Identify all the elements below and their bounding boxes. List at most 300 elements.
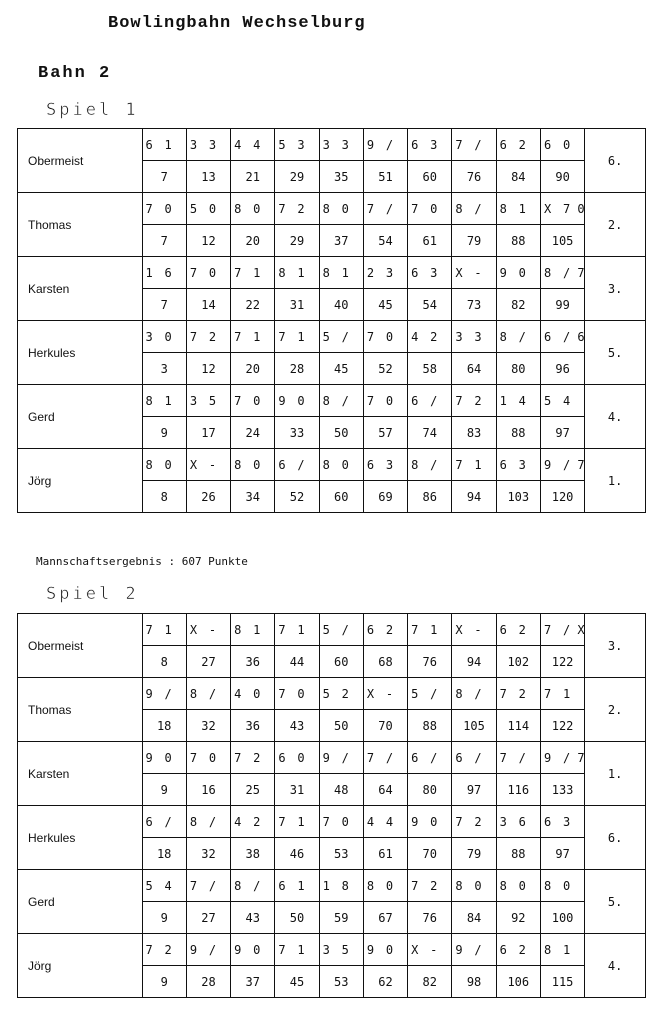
first-ball: 7 [499, 686, 507, 701]
second-ball: 0 [297, 393, 305, 408]
frame-total: 67 [363, 902, 407, 934]
first-ball: 6 [543, 137, 552, 152]
player-row [18, 614, 646, 646]
frame-balls [452, 614, 496, 646]
second-ball: 0 [253, 686, 261, 701]
second-ball: 3 [385, 265, 394, 280]
frame-total: 76 [408, 902, 452, 934]
player-place: 1. [585, 742, 646, 806]
first-ball: 6 [455, 750, 463, 765]
second-ball: / [341, 393, 349, 408]
frame-total: 73 [452, 289, 496, 321]
player-row [18, 257, 646, 289]
first-ball: 6 [543, 329, 552, 344]
first-ball: 7 [411, 878, 419, 893]
player-name: Jörg [18, 449, 143, 513]
frame-total: 79 [452, 225, 496, 257]
frame-total: 115 [540, 966, 584, 998]
frame-total: 122 [540, 646, 584, 678]
first-ball: 9 [234, 942, 242, 957]
second-ball: - [474, 622, 482, 637]
frame-balls [496, 678, 540, 710]
frame-balls [408, 742, 452, 774]
player-place: 4. [585, 385, 646, 449]
second-ball: 0 [385, 393, 394, 408]
first-ball: 7 [189, 329, 198, 344]
second-ball: 7 0 [562, 201, 585, 216]
frame-balls [363, 934, 407, 966]
frame-total: 114 [496, 710, 540, 742]
frame-balls [363, 385, 407, 417]
second-ball: / [474, 137, 482, 152]
player-row [18, 193, 646, 225]
second-ball: 2 [385, 622, 394, 637]
frame-balls [408, 806, 452, 838]
first-ball: 7 [189, 265, 198, 280]
second-ball: / [430, 457, 438, 472]
second-ball: / [430, 393, 438, 408]
frame-total: 106 [496, 966, 540, 998]
frame-total: 120 [540, 481, 584, 513]
frame-total: 29 [275, 161, 319, 193]
frame-balls [363, 257, 407, 289]
frame-balls [408, 129, 452, 161]
frame-total: 37 [319, 225, 363, 257]
frame-balls [142, 870, 186, 902]
second-ball: 1 [297, 942, 305, 957]
second-ball: / [164, 686, 172, 701]
frame-total: 105 [452, 710, 496, 742]
frame-total: 60 [408, 161, 452, 193]
frame-total: 94 [452, 481, 496, 513]
frame-balls [231, 321, 275, 353]
second-ball: / [430, 750, 438, 765]
frame-balls [275, 385, 319, 417]
second-ball: 0 [253, 201, 261, 216]
frame-total: 97 [540, 838, 584, 870]
first-ball: 5 [322, 622, 330, 637]
first-ball: 7 [455, 814, 463, 829]
first-ball: 7 [322, 814, 330, 829]
second-ball: / [474, 942, 482, 957]
player-place: 6. [585, 806, 646, 870]
second-ball: 0 [164, 457, 172, 472]
second-ball: 0 [253, 393, 261, 408]
frame-total: 61 [363, 838, 407, 870]
frame-balls [142, 678, 186, 710]
first-ball: 1 [499, 393, 507, 408]
first-ball: 7 [411, 622, 419, 637]
frame-balls [540, 806, 584, 838]
frame-balls [452, 742, 496, 774]
frame-balls [540, 742, 584, 774]
second-ball: 1 [430, 622, 438, 637]
second-ball: / [297, 457, 305, 472]
second-ball: / [208, 878, 217, 893]
frame-balls [319, 678, 363, 710]
first-ball: 3 [322, 942, 330, 957]
frame-balls [142, 321, 186, 353]
second-ball: / [518, 750, 526, 765]
frame-balls [452, 870, 496, 902]
second-ball: 4 [253, 137, 261, 152]
second-ball: 2 [430, 878, 438, 893]
frame-balls [408, 321, 452, 353]
first-ball: 5 [278, 137, 286, 152]
frame-balls [186, 449, 230, 481]
frame-total: 70 [408, 838, 452, 870]
second-ball: - [385, 686, 394, 701]
frame-total: 51 [363, 161, 407, 193]
frame-balls [496, 449, 540, 481]
frame-total: 82 [496, 289, 540, 321]
frame-total: 27 [186, 902, 230, 934]
first-ball: 8 [234, 878, 242, 893]
frame-balls [186, 614, 230, 646]
first-ball: 7 [366, 393, 375, 408]
first-ball: 6 [411, 393, 419, 408]
first-ball: 8 [543, 878, 552, 893]
first-ball: 7 [411, 201, 419, 216]
second-ball: 2 [430, 329, 438, 344]
first-ball: 6 [366, 457, 375, 472]
first-ball: 7 [234, 265, 242, 280]
frame-total: 76 [408, 646, 452, 678]
frame-balls [231, 129, 275, 161]
frame-total: 18 [142, 710, 186, 742]
frame-total: 13 [186, 161, 230, 193]
frame-balls [496, 742, 540, 774]
first-ball: 7 [234, 329, 242, 344]
frame-balls [540, 385, 584, 417]
first-ball: 8 [499, 878, 507, 893]
first-ball: 5 [411, 686, 419, 701]
second-ball: / [518, 329, 526, 344]
first-ball: 7 [145, 942, 153, 957]
second-ball: - [208, 622, 217, 637]
second-ball: 1 [164, 622, 172, 637]
first-ball: X [455, 622, 463, 637]
frame-balls [408, 193, 452, 225]
second-ball: 0 [164, 201, 172, 216]
frame-balls [231, 934, 275, 966]
frame-balls [186, 385, 230, 417]
frame-balls [496, 193, 540, 225]
first-ball: 6 [145, 137, 153, 152]
frame-total: 90 [540, 161, 584, 193]
first-ball: 6 [278, 750, 286, 765]
second-ball: / [208, 686, 217, 701]
frame-total: 97 [452, 774, 496, 806]
frame-total: 102 [496, 646, 540, 678]
second-ball: 0 [341, 457, 349, 472]
second-ball: / [474, 750, 482, 765]
first-ball: 8 [322, 457, 330, 472]
frame-balls [452, 257, 496, 289]
first-ball: 6 [499, 457, 507, 472]
frame-balls [319, 934, 363, 966]
frame-balls [408, 678, 452, 710]
second-ball: - [430, 942, 438, 957]
frame-balls [142, 193, 186, 225]
player-place: 3. [585, 257, 646, 321]
frame-balls [275, 614, 319, 646]
second-ball: 3 [430, 137, 438, 152]
second-ball: 4 [164, 878, 172, 893]
frame-total: 7 [142, 161, 186, 193]
first-ball: 9 [278, 393, 286, 408]
frame-total: 61 [408, 225, 452, 257]
first-ball: 6 [366, 622, 375, 637]
first-ball: 8 [234, 457, 242, 472]
second-ball: 2 [474, 814, 482, 829]
frame-balls [186, 257, 230, 289]
second-ball: 2 [253, 750, 261, 765]
frame-total: 84 [452, 902, 496, 934]
first-ball: 6 [411, 750, 419, 765]
frame-total: 105 [540, 225, 584, 257]
player-row [18, 806, 646, 838]
frame-balls [452, 934, 496, 966]
player-name: Thomas [18, 678, 143, 742]
second-ball: 1 [562, 942, 571, 957]
frame-balls [319, 321, 363, 353]
frame-total: 116 [496, 774, 540, 806]
second-ball: / [341, 329, 349, 344]
frame-total: 86 [408, 481, 452, 513]
frame-total: 82 [408, 966, 452, 998]
second-ball: / 6 [562, 329, 585, 344]
frame-total: 45 [319, 353, 363, 385]
second-ball: 0 [385, 878, 394, 893]
frame-balls [496, 321, 540, 353]
first-ball: 5 [322, 329, 330, 344]
frame-total: 133 [540, 774, 584, 806]
frame-total: 18 [142, 838, 186, 870]
second-ball: 3 [341, 137, 349, 152]
first-ball: 8 [543, 942, 552, 957]
frame-total: 48 [319, 774, 363, 806]
second-ball: 0 [297, 750, 305, 765]
first-ball: 6 [411, 265, 419, 280]
frame-total: 29 [275, 225, 319, 257]
player-place: 4. [585, 934, 646, 998]
frame-balls [452, 321, 496, 353]
frame-total: 54 [408, 289, 452, 321]
frame-total: 53 [319, 838, 363, 870]
frame-total: 64 [363, 774, 407, 806]
frame-total: 99 [540, 289, 584, 321]
frame-balls [319, 614, 363, 646]
first-ball: 3 [189, 393, 198, 408]
first-ball: 8 [234, 201, 242, 216]
second-ball: / 7 [562, 265, 585, 280]
second-ball: 3 [430, 265, 438, 280]
frame-total: 3 [142, 353, 186, 385]
first-ball: 5 [145, 878, 153, 893]
frame-total: 24 [231, 417, 275, 449]
frame-balls [408, 614, 452, 646]
frame-balls [408, 449, 452, 481]
second-ball: 1 [474, 457, 482, 472]
frame-total: 50 [275, 902, 319, 934]
first-ball: 8 [455, 201, 463, 216]
first-ball: 4 [366, 814, 375, 829]
frame-balls [142, 742, 186, 774]
first-ball: 4 [411, 329, 419, 344]
frame-total: 8 [142, 646, 186, 678]
frame-total: 45 [363, 289, 407, 321]
second-ball: / 7 [562, 750, 585, 765]
frame-balls [540, 257, 584, 289]
first-ball: 9 [366, 942, 375, 957]
frame-balls [540, 934, 584, 966]
first-ball: 7 [543, 622, 552, 637]
frame-total: 98 [452, 966, 496, 998]
second-ball: / [385, 750, 394, 765]
frame-total: 36 [231, 710, 275, 742]
player-name: Gerd [18, 870, 143, 934]
frame-balls [496, 934, 540, 966]
second-ball: 0 [253, 457, 261, 472]
second-ball: / [385, 201, 394, 216]
frame-balls [452, 678, 496, 710]
frame-total: 52 [363, 353, 407, 385]
frame-balls [540, 193, 584, 225]
frame-total: 28 [275, 353, 319, 385]
first-ball: 7 [145, 201, 153, 216]
frame-total: 34 [231, 481, 275, 513]
frame-total: 12 [186, 225, 230, 257]
first-ball: 8 [189, 814, 198, 829]
frame-total: 62 [363, 966, 407, 998]
first-ball: 6 [278, 457, 286, 472]
first-ball: 7 [366, 329, 375, 344]
second-ball: 2 [253, 814, 261, 829]
first-ball: 7 [278, 201, 286, 216]
frame-balls [319, 257, 363, 289]
second-ball: 0 [208, 750, 217, 765]
frame-total: 74 [408, 417, 452, 449]
second-ball: 0 [341, 201, 349, 216]
frame-total: 59 [319, 902, 363, 934]
first-ball: 6 [145, 814, 153, 829]
frame-total: 58 [408, 353, 452, 385]
game-1-title: Spiel 1 [46, 100, 139, 120]
frame-total: 84 [496, 161, 540, 193]
frame-balls [186, 321, 230, 353]
player-row [18, 870, 646, 902]
frame-total: 70 [363, 710, 407, 742]
first-ball: 3 [455, 329, 463, 344]
second-ball: 2 [518, 137, 526, 152]
team-result: Mannschaftsergebnis : 607 Punkte [36, 555, 248, 568]
frame-total: 54 [363, 225, 407, 257]
frame-total: 16 [186, 774, 230, 806]
frame-total: 46 [275, 838, 319, 870]
second-ball: / [341, 750, 349, 765]
first-ball: 8 [189, 686, 198, 701]
second-ball: 0 [297, 686, 305, 701]
frame-balls [231, 257, 275, 289]
second-ball: 4 [385, 814, 394, 829]
second-ball: 0 [341, 814, 349, 829]
player-row [18, 385, 646, 417]
frame-balls [363, 806, 407, 838]
second-ball: 0 [518, 265, 526, 280]
first-ball: 7 [145, 622, 153, 637]
frame-balls [452, 129, 496, 161]
first-ball: 7 [543, 686, 552, 701]
frame-total: 17 [186, 417, 230, 449]
frame-balls [452, 193, 496, 225]
second-ball: 1 [297, 814, 305, 829]
second-ball: 0 [518, 878, 526, 893]
second-ball: 1 [341, 265, 349, 280]
frame-total: 12 [186, 353, 230, 385]
frame-total: 68 [363, 646, 407, 678]
frame-total: 44 [275, 646, 319, 678]
player-row [18, 321, 646, 353]
second-ball: 1 [164, 393, 172, 408]
first-ball: 7 [278, 329, 286, 344]
frame-total: 79 [452, 838, 496, 870]
frame-balls [363, 449, 407, 481]
first-ball: 7 [499, 750, 507, 765]
first-ball: 7 [278, 814, 286, 829]
frame-total: 69 [363, 481, 407, 513]
frame-total: 88 [496, 838, 540, 870]
second-ball: / X [562, 622, 585, 637]
frame-balls [363, 742, 407, 774]
first-ball: 7 [234, 393, 242, 408]
frame-balls [275, 321, 319, 353]
frame-balls [231, 870, 275, 902]
frame-total: 88 [496, 225, 540, 257]
second-ball: 0 [164, 750, 172, 765]
second-ball: 1 [297, 265, 305, 280]
frame-balls [231, 193, 275, 225]
second-ball: 8 [341, 878, 349, 893]
frame-total: 80 [408, 774, 452, 806]
second-ball: 2 [518, 622, 526, 637]
frame-total: 97 [540, 417, 584, 449]
second-ball: 2 [474, 393, 482, 408]
frame-balls [363, 129, 407, 161]
frame-balls [142, 257, 186, 289]
first-ball: 7 [455, 393, 463, 408]
frame-total: 92 [496, 902, 540, 934]
first-ball: 7 [366, 201, 375, 216]
frame-balls [275, 806, 319, 838]
second-ball: 3 [474, 329, 482, 344]
second-ball: 2 [164, 942, 172, 957]
first-ball: 3 [145, 329, 153, 344]
second-ball: 4 [562, 393, 571, 408]
first-ball: 3 [499, 814, 507, 829]
second-ball: 3 [518, 457, 526, 472]
frame-total: 32 [186, 710, 230, 742]
first-ball: 8 [455, 878, 463, 893]
first-ball: 7 [278, 686, 286, 701]
frame-balls [319, 806, 363, 838]
first-ball: 5 [543, 393, 552, 408]
frame-total: 22 [231, 289, 275, 321]
frame-balls [186, 193, 230, 225]
frame-balls [186, 678, 230, 710]
first-ball: 9 [499, 265, 507, 280]
frame-total: 7 [142, 289, 186, 321]
